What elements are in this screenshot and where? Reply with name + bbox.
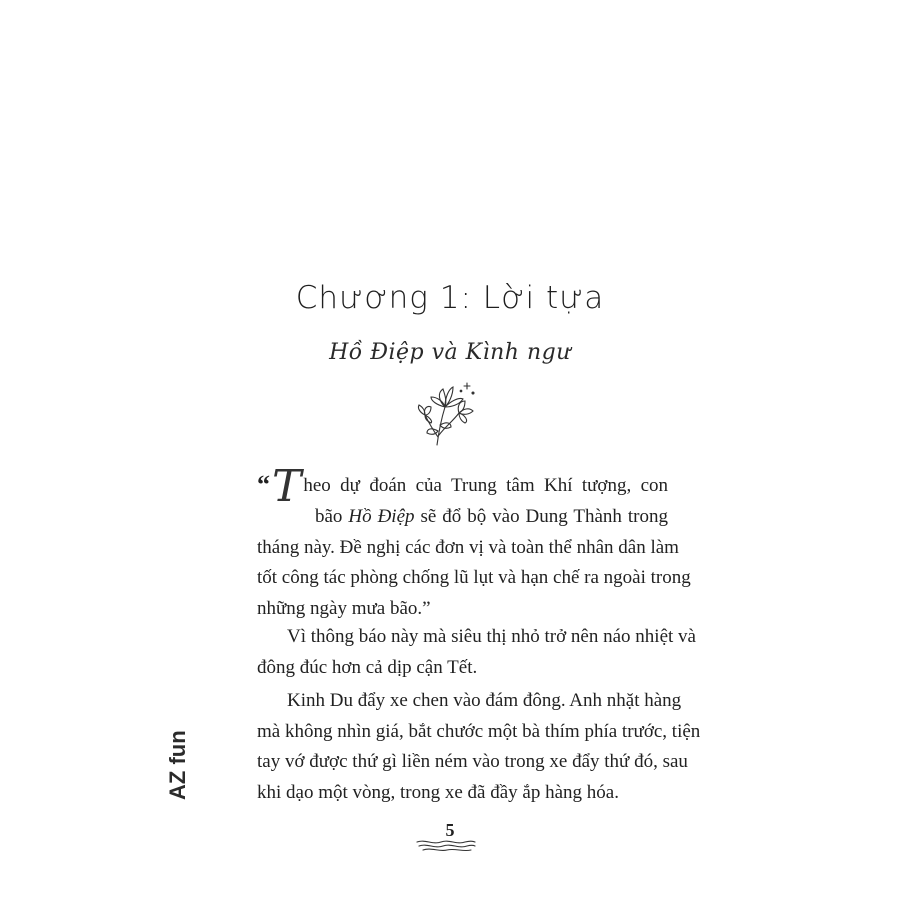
paragraph-1-line-4: tốt công tác phòng chống lũ lụt và hạn chế ra ngoài trong <box>257 567 691 588</box>
paragraph-1 <box>257 461 691 624</box>
chapter-subtitle: Hồ Điệp và Kình ngư <box>329 340 571 365</box>
paragraph-2 <box>257 622 696 683</box>
text-fragment: sẽ đổ bộ vào Dung Thành trong <box>414 506 668 527</box>
storm-name: Hồ Điệp <box>348 506 415 527</box>
text-line: heo dự đoán của Trung tâm Khí tượng, con <box>303 475 668 496</box>
paragraph-3-line-1: Kinh Du đẩy xe chen vào đám đông. Anh nhặt hàng <box>287 690 682 711</box>
paragraph-3-line-3: tay vớ được thứ gì liền ném vào trong xe đẩy thứ đó, sau <box>257 751 688 772</box>
chapter-title: Chương 1: Lời tựa <box>295 280 605 316</box>
paragraph-2-line-2: đông đúc hơn cả dịp cận Tết. <box>257 656 478 678</box>
drop-cap: T <box>272 461 302 512</box>
paragraph-3 <box>257 686 701 808</box>
paragraph-1-line-1 <box>257 461 668 512</box>
publisher-logo <box>165 730 192 800</box>
text-fragment: bão <box>315 506 349 527</box>
flower-sketch-icon <box>415 375 485 447</box>
paragraph-2-line-1: Vì thông báo này mà siêu thị nhỏ trở nên náo nhiệt và <box>287 626 696 647</box>
page-number: 5 <box>445 820 455 840</box>
paragraph-3-line-4: khi dạo một vòng, trong xe đã đầy ắp hàng hóa. <box>257 781 619 803</box>
paragraph-1-line-5: những ngày mưa bão.” <box>257 597 431 619</box>
paragraph-3-line-2: mà không nhìn giá, bắt chước một bà thím phía trước, tiện <box>257 720 701 742</box>
publisher-logo-text: AZ fun <box>165 730 190 800</box>
wave-ornament-icon <box>415 837 477 853</box>
paragraph-1-line-3: tháng này. Đề nghị các đơn vị và toàn thể nhân dân làm <box>257 536 679 558</box>
open-quote: “ <box>257 470 270 499</box>
paragraph-1-line-2 <box>257 502 668 533</box>
